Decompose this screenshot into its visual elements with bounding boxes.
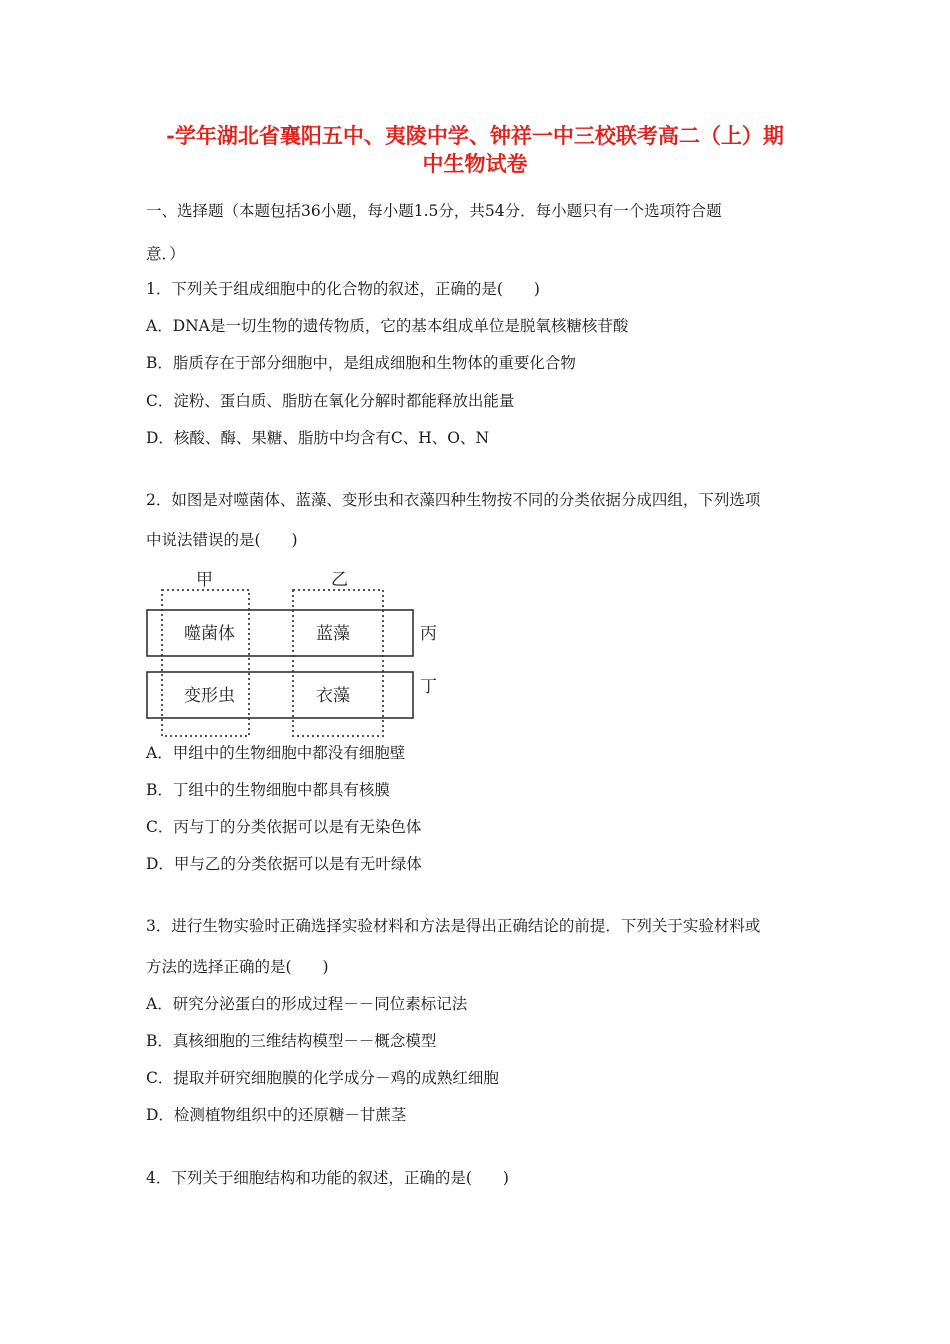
section-heading-cont: 意．） bbox=[146, 245, 185, 263]
cell-chlamydomonas: 衣藻 bbox=[316, 686, 350, 706]
question-2-option-d: D．甲与乙的分类依据可以是有无叶绿体 bbox=[146, 855, 422, 873]
question-2-stem-cont: 中说法错误的是( ) bbox=[146, 531, 298, 549]
question-3-option-b: B．真核细胞的三维结构模型－－概念模型 bbox=[146, 1032, 437, 1050]
question-1-option-c: C．淀粉、蛋白质、脂肪在氧化分解时都能释放出能量 bbox=[146, 392, 515, 410]
cell-bacteriophage: 噬菌体 bbox=[184, 624, 235, 644]
question-3-option-d: D．检测植物组织中的还原糖－甘蔗茎 bbox=[146, 1106, 407, 1124]
col-label-jia: 甲 bbox=[196, 570, 213, 590]
cell-cyanobacteria: 蓝藻 bbox=[316, 624, 350, 644]
question-2-stem: 2．如图是对噬菌体、蓝藻、变形虫和衣藻四种生物按不同的分类依据分成四组，下列选项 bbox=[146, 491, 761, 509]
question-1-option-b: B．脂质存在于部分细胞中，是组成细胞和生物体的重要化合物 bbox=[146, 354, 576, 372]
classification-figure bbox=[144, 566, 444, 742]
group-jia-box bbox=[162, 590, 249, 736]
row-label-bing: 丙 bbox=[420, 624, 437, 644]
title-line-2: 中生物试卷 bbox=[422, 151, 528, 176]
question-2-option-b: B．丁组中的生物细胞中都具有核膜 bbox=[146, 781, 390, 799]
question-3-option-c: C．提取并研究细胞膜的化学成分－鸡的成熟红细胞 bbox=[146, 1069, 499, 1087]
cell-amoeba: 变形虫 bbox=[184, 686, 235, 706]
question-1-option-a: A．DNA是一切生物的遗传物质，它的基本组成单位是脱氧核糖核苷酸 bbox=[146, 317, 629, 335]
question-1-option-d: D．核酸、酶、果糖、脂肪中均含有C、H、O、N bbox=[146, 429, 490, 447]
title-line-1: -学年湖北省襄阳五中、夷陵中学、钟祥一中三校联考高二（上）期 bbox=[166, 123, 784, 148]
question-3-stem: 3．进行生物实验时正确选择实验材料和方法是得出正确结论的前提．下列关于实验材料或 bbox=[146, 917, 761, 935]
question-2-option-a: A．甲组中的生物细胞中都没有细胞壁 bbox=[146, 744, 406, 762]
question-3-stem-cont: 方法的选择正确的是( ) bbox=[146, 958, 329, 976]
question-3-option-a: A．研究分泌蛋白的形成过程－－同位素标记法 bbox=[146, 995, 468, 1013]
question-4-stem: 4．下列关于细胞结构和功能的叙述，正确的是( ) bbox=[146, 1169, 509, 1187]
col-label-yi: 乙 bbox=[331, 570, 348, 590]
row-label-ding: 丁 bbox=[420, 677, 437, 697]
question-1-stem: 1．下列关于组成细胞中的化合物的叙述，正确的是( ) bbox=[146, 280, 540, 298]
group-yi-box bbox=[293, 590, 383, 736]
section-heading: 一、选择题（本题包括36小题，每小题1.5分，共54分．每小题只有一个选项符合题 bbox=[146, 202, 722, 220]
question-2-option-c: C．丙与丁的分类依据可以是有无染色体 bbox=[146, 818, 422, 836]
